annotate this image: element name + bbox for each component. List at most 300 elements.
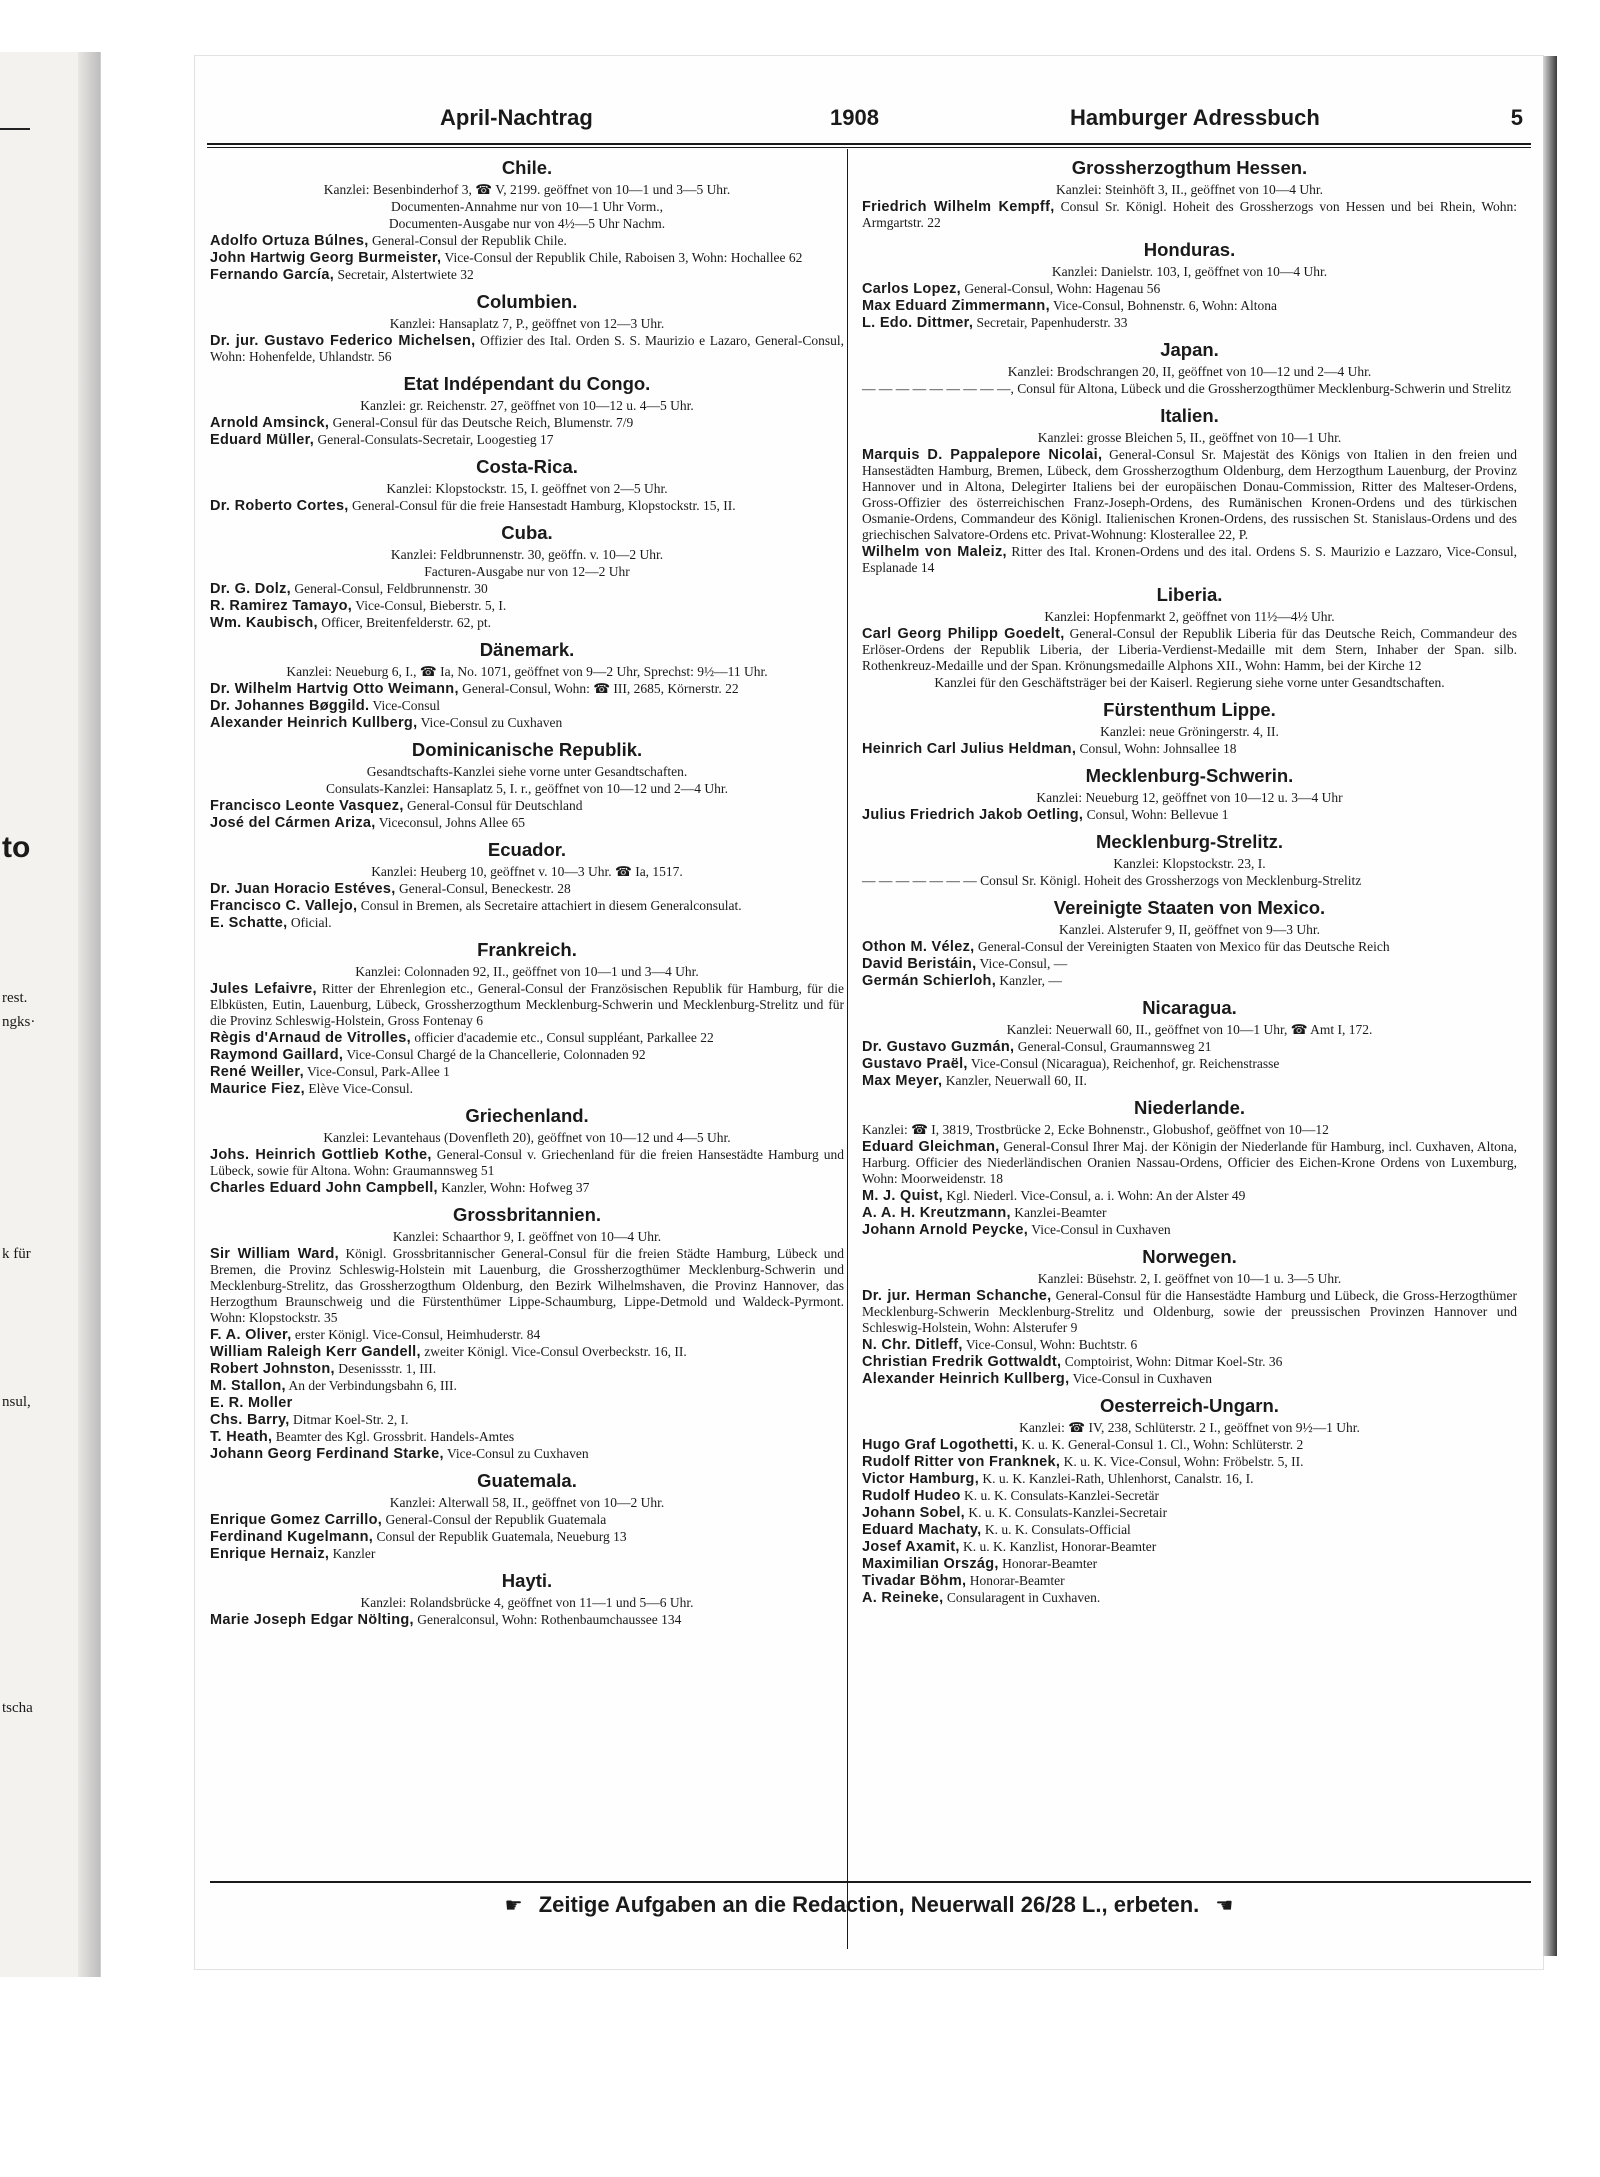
person-details: General-Consulats-Secretair, Loogestieg 17 <box>317 432 554 447</box>
person-name: Othon M. Vélez, <box>862 939 975 955</box>
consulate-section <box>210 737 844 831</box>
person-entry <box>862 626 1517 674</box>
person-name: Eduard Machaty, <box>862 1522 982 1538</box>
office-info-line: Kanzlei: Hansaplatz 7, P., geöffnet von 12—3 Uhr. <box>389 316 665 331</box>
consulate-section <box>210 371 844 448</box>
running-header <box>210 99 1531 137</box>
person-details: General-Consul für Deutschland <box>407 798 583 813</box>
person-name: Johann Sobel, <box>862 1505 965 1521</box>
person-entry <box>210 1512 844 1528</box>
person-entry <box>210 581 844 597</box>
person-entry <box>862 1122 1517 1138</box>
pointing-hand-right-icon: ☛ <box>504 1895 523 1917</box>
person-details: Elève Vice-Consul. <box>308 1081 414 1096</box>
section-heading: Norwegen. <box>1142 1246 1237 1267</box>
person-name: Dr. Wilhelm Hartvig Otto Weimann, <box>210 681 459 697</box>
person-name: Raymond Gaillard, <box>210 1047 344 1063</box>
person-name: M. Stallon, <box>210 1378 286 1394</box>
office-info-line: Kanzlei: Neuerwall 60, II., geöffnet von 10—1 Uhr, ☎ Amt I, 172. <box>1006 1022 1373 1037</box>
person-details: Vice-Consul zu Cuxhaven <box>420 715 563 730</box>
office-info-line: Kanzlei: Neueburg 6, I., ☎ Ia, No. 1071, geöffnet von 9—2 Uhr, Sprechst: 9½—11 Uhr. <box>286 664 768 679</box>
consulate-section <box>210 937 844 1097</box>
header-section: April-Nachtrag <box>440 105 593 130</box>
person-entry <box>862 1354 1517 1370</box>
previous-page-edge <box>0 52 101 1977</box>
office-info-line: Kanzlei für den Geschäftsträger bei der Kaiserl. Regierung siehe vorne unter Gesandtschaften. <box>934 675 1445 690</box>
person-details: Secretair, Alstertwiete 32 <box>337 267 474 282</box>
person-details: Königl. Grossbritannischer General-Consul für die freien Städte Hamburg, Lübeck und Bremen, die Provinz Schleswig-Holstein mit Lauenburg, die Grossherzogthümer Mecklenburg-Schwerin und Mecklenburg-Strelitz, das Grossherzogthum Oldenburg, den Bezirk Wilhelmshaven, die Provinz Hannover, das Herzogthum Braunschweig und die Fürstenthümer Lippe-Schaumburg, Lippe-Detmold und Waldeck-Pyrmont. Wohn: Klopstockstr. 35 <box>210 1246 844 1325</box>
office-info-line: Kanzlei: Schaarthor 9, I. geöffnet von 10—4 Uhr. <box>392 1229 662 1244</box>
person-details: Vice-Consul, — <box>979 956 1068 971</box>
person-name: Wm. Kaubisch, <box>210 615 318 631</box>
person-entry <box>210 1361 844 1377</box>
person-details: Secretair, Papenhuderstr. 33 <box>976 315 1128 330</box>
consulate-section <box>210 155 844 283</box>
person-entry <box>210 615 844 631</box>
person-details: erster Königl. Vice-Consul, Heimhuderstr. 84 <box>294 1327 541 1342</box>
person-name: Jules Lefaivre, <box>210 981 317 997</box>
section-heading: Fürstenthum Lippe. <box>1103 699 1276 720</box>
person-entry <box>210 815 844 831</box>
person-entry <box>210 1064 844 1080</box>
person-entry <box>862 1471 1517 1487</box>
office-info-line: Kanzlei. Alsterufer 9, II, geöffnet von 9—3 Uhr. <box>1058 922 1321 937</box>
person-name: L. Edo. Dittmer, <box>862 315 974 331</box>
consulate-section <box>210 1468 844 1562</box>
office-info-line: Kanzlei: Besenbinderhof 3, ☎ V, 2199. geöffnet von 10—1 und 3—5 Uhr. <box>323 182 731 197</box>
person-name: Christian Fredrik Gottwaldt, <box>862 1354 1062 1370</box>
office-info-line: Kanzlei: Colonnaden 92, II., geöffnet von 10—1 und 3—4 Uhr. <box>355 964 699 979</box>
section-heading: Hayti. <box>501 1570 553 1591</box>
person-details: Kgl. Niederl. Vice-Consul, a. i. Wohn: An der Alster 49 <box>946 1188 1246 1203</box>
person-name: Dr. Roberto Cortes, <box>210 498 349 514</box>
person-details: General-Consul für das Deutsche Reich, Blumenstr. 7/9 <box>332 415 634 430</box>
person-name: Josef Axamit, <box>862 1539 960 1555</box>
section-heading: Vereinigte Staaten von Mexico. <box>1053 897 1326 918</box>
person-entry <box>210 1529 844 1545</box>
person-name: Charles Eduard John Campbell, <box>210 1180 438 1196</box>
person-name: Arnold Amsinck, <box>210 415 330 431</box>
person-details: K. u. K. Kanzlist, Honorar-Beamter <box>963 1539 1157 1554</box>
person-entry <box>210 1395 844 1411</box>
person-name: Dr. jur. Herman Schanche, <box>862 1288 1052 1304</box>
person-details: Vice-Consul in Cuxhaven <box>1031 1222 1171 1237</box>
person-name: Eduard Gleichman, <box>862 1139 1000 1155</box>
section-heading: Chile. <box>501 157 553 178</box>
office-info-line: Documenten-Ausgabe nur von 4½—5 Uhr Nachm. <box>388 216 666 231</box>
person-details: General-Consul der Republik Liberia für das Deutsche Reich, Commandeur des Erlöser-Ordens der Republik Liberia, der Liberia-Verdienst-Medaille mit dem Stern, Inhaber der Span. silb. Rothenkreuz-Medaille und der Span. Krönungsmedaille Alphons XII., Wohn: Hamm, bei der Kirche 12 <box>862 626 1517 673</box>
person-name: Germán Schierloh, <box>862 973 997 989</box>
office-info-line: Kanzlei: Feldbrunnenstr. 30, geöffn. v. 10—2 Uhr. <box>390 547 664 562</box>
office-info-line: Kanzlei: neue Gröningerstr. 4, II. <box>1100 724 1279 739</box>
person-entry <box>862 1454 1517 1470</box>
person-entry <box>210 698 844 714</box>
office-info-line: Kanzlei: grosse Bleichen 5, II., geöffnet von 10—1 Uhr. <box>1037 430 1342 445</box>
person-details: Consularagent in Cuxhaven. <box>946 1590 1101 1605</box>
section-heading: Frankreich. <box>477 939 577 960</box>
person-details: Kanzlei: ☎ I, 3819, Trostbrücke 2, Ecke Bohnenstr., Globushof, geöffnet von 10—12 <box>862 1122 1329 1137</box>
person-details: General-Consul der Vereinigten Staaten von Mexico für das Deutsche Reich <box>977 939 1390 954</box>
person-details: Kanzler, Wohn: Hofweg 37 <box>441 1180 590 1195</box>
person-entry <box>862 1573 1517 1589</box>
person-details: Consul, Wohn: Johnsallee 18 <box>1079 741 1237 756</box>
section-heading: Griechenland. <box>465 1105 589 1126</box>
person-entry <box>210 598 844 614</box>
office-info-line: Gesandtschafts-Kanzlei siehe vorne unter Gesandtschaften. <box>366 764 688 779</box>
section-heading: Dänemark. <box>479 639 575 660</box>
person-entry <box>862 956 1517 972</box>
section-heading: Liberia. <box>1156 584 1223 605</box>
person-entry <box>862 298 1517 314</box>
consulate-section <box>862 895 1517 989</box>
person-name: Carlos Lopez, <box>862 281 961 297</box>
person-name: A. Reineke, <box>862 1590 944 1606</box>
person-entry <box>210 1612 844 1628</box>
office-info-line: Kanzlei: Alterwall 58, II., geöffnet von 10—2 Uhr. <box>389 1495 665 1510</box>
previous-page-fragment: tscha <box>2 1700 33 1716</box>
consulate-section <box>210 837 844 931</box>
person-details: — — — — — — — — —, Consul für Altona, Lübeck und die Grossherzogthümer Mecklenburg-Schwerin und Strelitz <box>862 381 1512 396</box>
person-entry <box>862 544 1517 576</box>
person-entry <box>210 881 844 897</box>
person-entry <box>210 333 844 365</box>
footer-notice <box>195 1892 1543 1918</box>
directory-page <box>195 56 1543 1969</box>
person-entry <box>862 1371 1517 1387</box>
person-details: General-Consul Sr. Majestät des Königs von Italien in den freien und Hansestädten Hamburg, Bremen, Lübeck, dem Grossherzogthum Oldenburg, dem Herzogthum Lauenburg, der Provinz Hannover und in Altona, Delegirter Italiens bei der europäischen Donau-Commission, Ritter des Malteser-Ordens, Gross-Offizier des österreichischen Franz-Joseph-Ordens, des Rumänischen Kronen-Ordens und des türkischen Osmanie-Ordens, Commandeur des Königl. Italienischen Kronen-Ordens, des russischen St. Stanislaus-Ordens und des griechischen Salvatore-Ordens etc. Privat-Wohnung: Klosterallee 22, P. <box>862 447 1518 542</box>
person-name: Dr. Johannes Bøggild. <box>210 698 370 714</box>
consulate-section <box>862 1095 1517 1238</box>
person-entry <box>210 1446 844 1462</box>
office-info-line: Kanzlei: Hopfenmarkt 2, geöffnet von 11½—4½ Uhr. <box>1044 609 1335 624</box>
person-name: Chs. Barry, <box>210 1412 290 1428</box>
consulate-section <box>210 289 844 365</box>
person-details: General-Consul, Wohn: Hagenau 56 <box>964 281 1161 296</box>
person-details: Generalconsul, Wohn: Rothenbaumchaussee 134 <box>417 1612 682 1627</box>
person-name: Wilhelm von Maleiz, <box>862 544 1007 560</box>
person-name: Dr. G. Dolz, <box>210 581 291 597</box>
person-details: officier d'academie etc., Consul suppléant, Parkallee 22 <box>414 1030 714 1045</box>
person-entry <box>862 1590 1517 1606</box>
person-name: Gustavo Praël, <box>862 1056 968 1072</box>
person-details: K. u. K. Kanzlei-Rath, Uhlenhorst, Canalstr. 16, I. <box>982 1471 1254 1486</box>
person-details: Comptoirist, Wohn: Ditmar Koel-Str. 36 <box>1064 1354 1283 1369</box>
person-name: Max Meyer, <box>862 1073 943 1089</box>
person-entry <box>862 1337 1517 1353</box>
person-entry <box>862 1437 1517 1453</box>
person-entry <box>862 281 1517 297</box>
office-info-line: Kanzlei: ☎ IV, 238, Schlüterstr. 2 I., geöffnet von 9½—1 Uhr. <box>1019 1420 1360 1435</box>
person-details: Kanzler, — <box>999 973 1062 988</box>
person-name: Alexander Heinrich Kullberg, <box>862 1371 1070 1387</box>
person-name: N. Chr. Ditleff, <box>862 1337 963 1353</box>
section-heading: Mecklenburg-Strelitz. <box>1095 831 1284 852</box>
person-entry <box>210 798 844 814</box>
person-name: R. Ramirez Tamayo, <box>210 598 353 614</box>
person-entry <box>210 1081 844 1097</box>
consulate-section <box>862 582 1517 691</box>
person-entry <box>210 1327 844 1343</box>
person-entry <box>862 1505 1517 1521</box>
person-entry <box>862 1205 1517 1221</box>
person-details: Ritter des Ital. Kronen-Ordens und des ital. Ordens S. S. Maurizio e Lazzaro, Vice-Consul, Esplanade 14 <box>862 544 1517 575</box>
person-entry <box>862 1139 1517 1187</box>
person-details: Vice-Consul, Bohnenstr. 6, Wohn: Altona <box>1053 298 1278 313</box>
person-details: General-Consul Ihrer Maj. der Königin der Niederlande für Hamburg, incl. Cuxhaven, Altona, Harburg. Officier des Niederländischen Oranien Nassau-Ordens, Officier des Eichen-Krone Ordens von Luxemburg, Wohn: Moorweidenstr. 18 <box>862 1139 1517 1186</box>
person-name: Dr. Juan Horacio Estéves, <box>210 881 396 897</box>
person-details: General-Consul, Wohn: ☎ III, 2685, Körnerstr. 22 <box>462 681 739 696</box>
person-details: Honorar-Beamter <box>1002 1556 1098 1571</box>
person-name: Rudolf Hudeo <box>862 1488 961 1504</box>
person-entry <box>862 973 1517 989</box>
person-entry <box>210 498 844 514</box>
office-info-line: Consulats-Kanzlei: Hansaplatz 5, I. r., geöffnet von 10—12 und 2—4 Uhr. <box>325 781 729 796</box>
person-name: Francisco Leonte Vasquez, <box>210 798 404 814</box>
person-details: Oficial. <box>290 915 332 930</box>
section-heading: Japan. <box>1160 339 1219 360</box>
person-entry <box>862 873 1517 889</box>
person-details: An der Verbindungsbahn 6, III. <box>288 1378 457 1393</box>
person-details: Vice-Consul, Bieberstr. 5, I. <box>355 598 507 613</box>
consulate-section <box>862 1244 1517 1387</box>
scan-edge-shadow <box>1543 56 1557 1956</box>
person-entry <box>862 1073 1517 1089</box>
previous-page-fragment: ngks· <box>2 1014 36 1030</box>
person-details: General-Consul der Republik Guatemala <box>385 1512 607 1527</box>
person-name: Enrique Gomez Carrillo, <box>210 1512 383 1528</box>
person-name: Rudolf Ritter von Franknek, <box>862 1454 1061 1470</box>
person-name: David Beristáin, <box>862 956 977 972</box>
person-details: Honorar-Beamter <box>969 1573 1065 1588</box>
person-name: Alexander Heinrich Kullberg, <box>210 715 418 731</box>
consulate-section <box>862 237 1517 331</box>
header-rule <box>207 143 1531 148</box>
person-details: Ritter der Ehrenlegion etc., General-Consul der Französischen Republik für Hamburg, für die Elbküsten, Eutin, Lauenburg, Lübeck, Grossherzogthum Mecklenburg-Schwerin und Mecklenburg-Strelitz und für die Provinz Schleswig-Holstein, Gross Fontenay 6 <box>210 981 845 1028</box>
person-name: Johann Arnold Peycke, <box>862 1222 1029 1238</box>
right-column <box>862 152 1517 1612</box>
previous-page-fragment: k für <box>2 1246 31 1262</box>
person-name: Dr. jur. Gustavo Federico Michelsen, <box>210 333 476 349</box>
header-year: 1908 <box>830 105 879 130</box>
person-details: Consul der Republik Guatemala, Neueburg 13 <box>376 1529 627 1544</box>
person-entry <box>210 715 844 731</box>
person-name: Marie Joseph Edgar Nölting, <box>210 1612 414 1628</box>
person-entry <box>210 233 844 249</box>
section-heading: Honduras. <box>1143 239 1236 260</box>
person-name: Johs. Heinrich Gottlieb Kothe, <box>210 1147 432 1163</box>
consulate-section <box>210 520 844 631</box>
person-details: K. u. K. Consulats-Official <box>984 1522 1131 1537</box>
person-details: General-Consul, Feldbrunnenstr. 30 <box>294 581 488 596</box>
person-name: E. R. Moller <box>210 1395 293 1411</box>
office-info-line: Kanzlei: Steinhöft 3, II., geöffnet von 10—4 Uhr. <box>1055 182 1324 197</box>
person-name: Tivadar Böhm, <box>862 1573 967 1589</box>
section-heading: Mecklenburg-Schwerin. <box>1085 765 1294 786</box>
consulate-section <box>862 403 1517 576</box>
person-details: — — — — — — — Consul Sr. Königl. Hoheit des Grossherzogs von Mecklenburg-Strelitz <box>862 873 1362 888</box>
person-entry <box>862 315 1517 331</box>
previous-page-fragment: to <box>2 831 31 864</box>
office-info-line: Documenten-Annahme nur von 10—1 Uhr Vorm., <box>390 199 664 214</box>
person-name: Adolfo Ortuza Búlnes, <box>210 233 369 249</box>
person-details: Consul Sr. Königl. Hoheit des Grossherzogs von Hessen und bei Rhein, Wohn: Armgartstr. 22 <box>862 199 1518 230</box>
column-divider <box>847 149 848 1949</box>
person-details: General-Consul der Republik Chile. <box>371 233 567 248</box>
person-entry <box>862 1488 1517 1504</box>
person-entry <box>862 1222 1517 1238</box>
person-name: Friedrich Wilhelm Kempff, <box>862 199 1055 215</box>
person-name: Maximilian Ország, <box>862 1556 999 1572</box>
office-info-line: Kanzlei: Heuberg 10, geöffnet v. 10—3 Uhr. ☎ Ia, 1517. <box>371 864 683 879</box>
person-name: René Weiller, <box>210 1064 304 1080</box>
person-entry <box>210 432 844 448</box>
person-entry <box>210 415 844 431</box>
person-details: K. u. K. Consulats-Kanzlei-Secretair <box>968 1505 1168 1520</box>
section-heading: Oesterreich-Ungarn. <box>1100 1395 1279 1416</box>
previous-page-fragment: nsul, <box>2 1394 31 1410</box>
person-entry <box>862 381 1517 397</box>
person-details: Vice-Consul, Wohn: Buchtstr. 6 <box>965 1337 1138 1352</box>
person-name: A. A. H. Kreutzmann, <box>862 1205 1011 1221</box>
person-entry <box>210 898 844 914</box>
section-heading: Columbien. <box>476 291 578 312</box>
section-heading: Italien. <box>1160 405 1219 426</box>
person-name: Carl Georg Philipp Goedelt, <box>862 626 1065 642</box>
person-entry <box>210 267 844 283</box>
person-entry <box>210 1429 844 1445</box>
person-name: Eduard Müller, <box>210 432 315 448</box>
office-info-line: Facturen-Ausgabe nur von 12—2 Uhr <box>424 564 630 579</box>
person-name: M. J. Quist, <box>862 1188 943 1204</box>
person-entry <box>210 1344 844 1360</box>
person-name: F. A. Oliver, <box>210 1327 292 1343</box>
consulate-section <box>862 1393 1517 1606</box>
consulate-section <box>210 637 844 731</box>
consulate-section <box>210 1103 844 1196</box>
person-entry <box>210 250 844 266</box>
header-title: Hamburger Adressbuch <box>1070 105 1320 130</box>
person-details: Beamter des Kgl. Grossbrit. Handels-Amtes <box>275 1429 515 1444</box>
person-details: Vice-Consul in Cuxhaven <box>1072 1371 1212 1386</box>
person-details: General-Consul für die Hansestädte Hamburg und Lübeck, die Gross-Herzogthümer Mecklenburg-Schwerin Mecklenburg-Strelitz und Oldenburg, sowie der preussischen Provinzen Hannover und Schleswig-Holstein, Wohn: Alsterufer 9 <box>862 1288 1517 1335</box>
person-details: K. u. K. Consulats-Kanzlei-Secretär <box>964 1488 1159 1503</box>
person-name: Maurice Fiez, <box>210 1081 305 1097</box>
consulate-section <box>862 337 1517 397</box>
page-fold-shadow <box>78 52 100 1977</box>
person-details: K. u. K. Vice-Consul, Wohn: Fröbelstr. 5, II. <box>1063 1454 1304 1469</box>
person-name: Johann Georg Ferdinand Starke, <box>210 1446 444 1462</box>
person-details: Kanzler, Neuerwall 60, II. <box>945 1073 1087 1088</box>
person-details: Vice-Consul zu Cuxhaven <box>446 1446 589 1461</box>
consulate-section <box>862 697 1517 757</box>
person-details: Vice-Consul <box>372 698 440 713</box>
person-entry <box>862 1522 1517 1538</box>
person-entry <box>210 1030 844 1046</box>
office-info-line: Kanzlei: Brodschrangen 20, II, geöffnet von 10—12 und 2—4 Uhr. <box>1007 364 1372 379</box>
person-entry <box>210 1378 844 1394</box>
person-entry <box>210 1147 844 1179</box>
section-heading: Guatemala. <box>477 1470 577 1491</box>
section-heading: Dominicanische Republik. <box>411 739 643 760</box>
section-heading: Grossbritannien. <box>452 1204 602 1225</box>
section-heading: Costa-Rica. <box>476 456 578 477</box>
header-page-number: 5 <box>1510 105 1523 130</box>
office-info-line: Kanzlei: Klopstockstr. 15, I. geöffnet von 2—5 Uhr. <box>386 481 668 496</box>
person-entry <box>210 681 844 697</box>
person-details: K. u. K. General-Consul 1. Cl., Wohn: Schlüterstr. 2 <box>1021 1437 1304 1452</box>
office-info-line: Kanzlei: Levantehaus (Dovenfleth 20), geöffnet von 10—12 und 4—5 Uhr. <box>323 1130 731 1145</box>
section-heading: Niederlande. <box>1133 1097 1246 1118</box>
person-name: Sir William Ward, <box>210 1246 339 1262</box>
office-info-line: Kanzlei: Büsehstr. 2, I. geöffnet von 10—1 u. 3—5 Uhr. <box>1037 1271 1342 1286</box>
person-name: Règis d'Arnaud de Vitrolles, <box>210 1030 411 1046</box>
person-name: Dr. Gustavo Guzmán, <box>862 1039 1015 1055</box>
person-details: Consul, Wohn: Bellevue 1 <box>1086 807 1229 822</box>
person-name: Heinrich Carl Julius Heldman, <box>862 741 1077 757</box>
person-details: Offizier des Ital. Orden S. S. Maurizio e Lazaro, General-Consul, Wohn: Hohenfelde, Uhlandstr. 56 <box>210 333 845 364</box>
person-entry <box>862 807 1517 823</box>
person-entry <box>210 1180 844 1196</box>
consulate-section <box>862 155 1517 231</box>
previous-page-rule <box>0 128 30 130</box>
section-heading: Grossherzogthum Hessen. <box>1071 157 1308 178</box>
person-entry <box>210 1412 844 1428</box>
person-entry <box>862 1188 1517 1204</box>
person-entry <box>862 1556 1517 1572</box>
person-details: Vice-Consul Chargé de la Chancellerie, Colonnaden 92 <box>346 1047 646 1062</box>
person-details: Officer, Breitenfelderstr. 62, pt. <box>321 615 491 630</box>
person-details: General-Consul, Beneckestr. 28 <box>398 881 571 896</box>
person-entry <box>210 1047 844 1063</box>
person-details: Vice-Consul der Republik Chile, Raboisen 3, Wohn: Hochallee 62 <box>444 250 803 265</box>
person-name: Robert Johnston, <box>210 1361 335 1377</box>
person-details: Kanzlei-Beamter <box>1014 1205 1107 1220</box>
person-details: General-Consul, Graumannsweg 21 <box>1017 1039 1212 1054</box>
office-info-line: Kanzlei: Danielstr. 103, I, geöffnet von 10—4 Uhr. <box>1051 264 1328 279</box>
person-entry <box>862 741 1517 757</box>
person-details: General-Consul für die freie Hansestadt Hamburg, Klopstockstr. 15, II. <box>352 498 736 513</box>
person-name: Francisco C. Vallejo, <box>210 898 358 914</box>
person-details: zweiter Königl. Vice-Consul Overbeckstr. 16, II. <box>424 1344 687 1359</box>
person-name: Victor Hamburg, <box>862 1471 980 1487</box>
person-entry <box>210 981 844 1029</box>
previous-page-fragment: rest. <box>2 990 28 1006</box>
person-name: José del Cármen Ariza, <box>210 815 376 831</box>
consulate-section <box>210 1568 844 1628</box>
person-entry <box>210 915 844 931</box>
person-entry <box>210 1546 844 1562</box>
consulate-section <box>210 454 844 514</box>
consulate-section <box>862 763 1517 823</box>
person-entry <box>862 939 1517 955</box>
person-details: Ditmar Koel-Str. 2, I. <box>292 1412 409 1427</box>
person-entry <box>862 1539 1517 1555</box>
left-column <box>210 152 844 1634</box>
consulate-section <box>862 829 1517 889</box>
person-name: Max Eduard Zimmermann, <box>862 298 1050 314</box>
footer-rule <box>210 1881 1531 1883</box>
person-entry <box>862 1039 1517 1055</box>
person-details: Vice-Consul, Park-Allee 1 <box>307 1064 450 1079</box>
person-entry <box>862 1056 1517 1072</box>
person-name: T. Heath, <box>210 1429 273 1445</box>
section-heading: Cuba. <box>501 522 553 543</box>
office-info-line: Kanzlei: Klopstockstr. 23, I. <box>1113 856 1266 871</box>
person-details: Consul in Bremen, als Secretaire attachiert in diesem Generalconsulat. <box>360 898 742 913</box>
person-name: John Hartwig Georg Burmeister, <box>210 250 442 266</box>
section-heading: Nicaragua. <box>1142 997 1237 1018</box>
person-entry <box>862 1288 1517 1336</box>
